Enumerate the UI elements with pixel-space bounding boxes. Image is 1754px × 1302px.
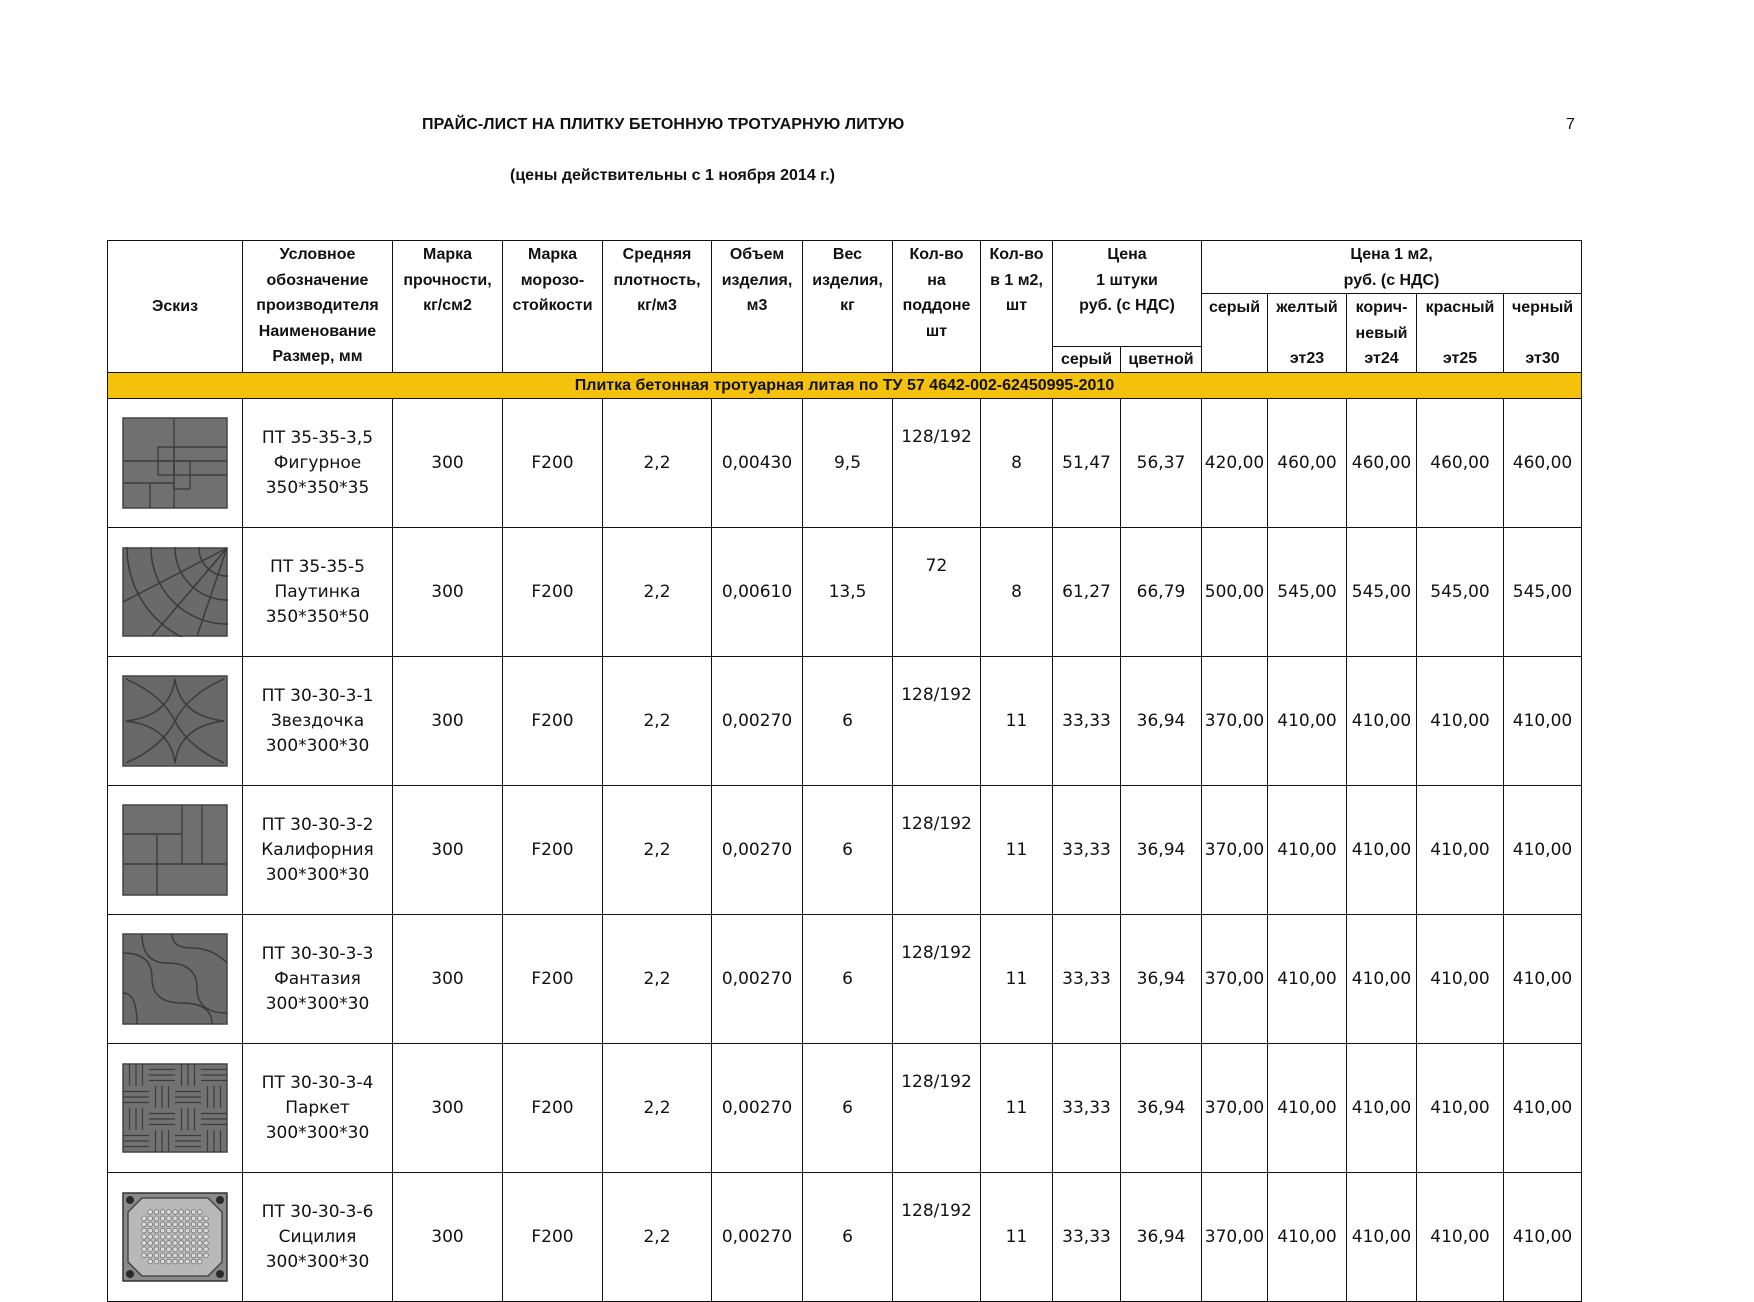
cell-m2-black: 410,00 [1504,1173,1582,1302]
header-m2-yellow: желтый [1268,294,1347,347]
header-designation: Условное обозначение производителя Наименование Размер, мм [243,241,393,373]
cell-per-m2: 11 [981,1044,1053,1173]
cell-per-m2: 11 [981,1173,1053,1302]
table-row [108,399,1582,528]
sketch-cell [108,915,243,1044]
section-title-band: Плитка бетонная тротуарная литая по ТУ 57 4642-002-62450995-2010 [108,373,1582,399]
cell-piece-color: 36,94 [1121,1173,1202,1302]
cell-strength: 300 [393,915,503,1044]
cell-m2-yellow: 545,00 [1268,528,1347,657]
cell-volume: 0,00270 [712,915,803,1044]
cell-m2-gray: 370,00 [1202,1173,1268,1302]
tile-web-icon [122,547,228,637]
cell-pallet: 128/192 [893,399,981,528]
cell-piece-color: 36,94 [1121,915,1202,1044]
cell-m2-black: 460,00 [1504,399,1582,528]
cell-m2-brown: 410,00 [1347,1173,1417,1302]
cell-m2-brown: 410,00 [1347,657,1417,786]
cell-strength: 300 [393,657,503,786]
cell-frost: F200 [503,528,603,657]
cell-m2-black: 410,00 [1504,1044,1582,1173]
header-m2-brown-code: эт24 [1347,346,1417,373]
cell-m2-red: 410,00 [1417,657,1504,786]
cell-m2-yellow: 460,00 [1268,399,1347,528]
cell-strength: 300 [393,786,503,915]
cell-volume: 0,00270 [712,1044,803,1173]
cell-per-m2: 8 [981,528,1053,657]
cell-volume: 0,00270 [712,786,803,915]
header-volume: Объем изделия, м3 [712,241,803,373]
header-price-piece: Цена 1 штуки руб. (с НДС) [1053,241,1202,347]
sketch-cell [108,657,243,786]
cell-weight: 6 [803,786,893,915]
cell-m2-brown: 410,00 [1347,915,1417,1044]
cell-piece-gray: 33,33 [1053,1173,1121,1302]
cell-m2-black: 410,00 [1504,657,1582,786]
cell-per-m2: 11 [981,786,1053,915]
cell-pallet: 128/192 [893,915,981,1044]
price-table [107,240,1582,1302]
page-number: 7 [1566,116,1575,133]
cell-frost: F200 [503,657,603,786]
cell-m2-gray: 500,00 [1202,528,1268,657]
cell-m2-yellow: 410,00 [1268,786,1347,915]
cell-m2-gray: 370,00 [1202,657,1268,786]
header-m2-yellow-code: эт23 [1268,346,1347,373]
cell-m2-yellow: 410,00 [1268,1044,1347,1173]
cell-pallet: 128/192 [893,657,981,786]
cell-m2-red: 410,00 [1417,915,1504,1044]
product-designation: ПТ 30-30-3-2 Калифорния 300*300*30 [243,786,393,915]
cell-m2-gray: 370,00 [1202,915,1268,1044]
table-row [108,528,1582,657]
tile-fantasy-icon [122,933,228,1025]
cell-m2-red: 410,00 [1417,1044,1504,1173]
cell-piece-color: 36,94 [1121,657,1202,786]
cell-frost: F200 [503,786,603,915]
cell-m2-yellow: 410,00 [1268,1173,1347,1302]
cell-volume: 0,00430 [712,399,803,528]
table-row [108,786,1582,915]
cell-frost: F200 [503,1173,603,1302]
cell-m2-red: 410,00 [1417,786,1504,915]
cell-per-m2: 11 [981,915,1053,1044]
tile-figured-icon [122,417,228,509]
sketch-cell [108,399,243,528]
cell-m2-black: 545,00 [1504,528,1582,657]
header-m2-brown: корич- невый [1347,294,1417,347]
cell-density: 2,2 [603,657,712,786]
cell-per-m2: 11 [981,657,1053,786]
tile-star-icon [122,675,228,767]
header-density: Средняя плотность, кг/м3 [603,241,712,373]
cell-piece-color: 36,94 [1121,786,1202,915]
cell-volume: 0,00270 [712,1173,803,1302]
cell-weight: 6 [803,657,893,786]
sketch-cell [108,786,243,915]
cell-piece-color: 36,94 [1121,1044,1202,1173]
cell-m2-yellow: 410,00 [1268,657,1347,786]
table-row [108,915,1582,1044]
tile-sicily-icon [122,1192,228,1282]
cell-piece-gray: 61,27 [1053,528,1121,657]
header-frost: Марка морозо- стойкости [503,241,603,373]
cell-piece-gray: 33,33 [1053,657,1121,786]
cell-density: 2,2 [603,1173,712,1302]
cell-pallet: 72 [893,528,981,657]
header-m2-red-code: эт25 [1417,346,1504,373]
header-pallet: Кол-во на поддоне шт [893,241,981,373]
cell-m2-red: 460,00 [1417,399,1504,528]
cell-density: 2,2 [603,1044,712,1173]
header-strength: Марка прочности, кг/см2 [393,241,503,373]
cell-piece-gray: 33,33 [1053,786,1121,915]
header-m2-black: черный [1504,294,1582,347]
cell-m2-brown: 410,00 [1347,786,1417,915]
table-row [108,1044,1582,1173]
cell-piece-color: 66,79 [1121,528,1202,657]
cell-strength: 300 [393,1044,503,1173]
cell-density: 2,2 [603,915,712,1044]
product-designation: ПТ 30-30-3-6 Сицилия 300*300*30 [243,1173,393,1302]
header-m2-black-code: эт30 [1504,346,1582,373]
header-price-m2: Цена 1 м2, руб. (с НДС) [1202,241,1582,294]
cell-density: 2,2 [603,399,712,528]
price-validity-note: (цены действительны с 1 ноября 2014 г.) [510,167,835,184]
header-per-m2: Кол-во в 1 м2, шт [981,241,1053,373]
header-piece-color: цветной [1121,346,1202,373]
product-designation: ПТ 35-35-3,5 Фигурное 350*350*35 [243,399,393,528]
cell-m2-black: 410,00 [1504,786,1582,915]
cell-m2-black: 410,00 [1504,915,1582,1044]
cell-m2-brown: 545,00 [1347,528,1417,657]
cell-weight: 13,5 [803,528,893,657]
cell-pallet: 128/192 [893,786,981,915]
cell-piece-gray: 33,33 [1053,915,1121,1044]
cell-pallet: 128/192 [893,1173,981,1302]
cell-volume: 0,00270 [712,657,803,786]
cell-strength: 300 [393,528,503,657]
cell-piece-color: 56,37 [1121,399,1202,528]
cell-m2-yellow: 410,00 [1268,915,1347,1044]
cell-weight: 6 [803,1173,893,1302]
header-piece-gray: серый [1053,346,1121,373]
cell-m2-red: 410,00 [1417,1173,1504,1302]
cell-m2-brown: 410,00 [1347,1044,1417,1173]
cell-frost: F200 [503,399,603,528]
product-designation: ПТ 35-35-5 Паутинка 350*350*50 [243,528,393,657]
cell-frost: F200 [503,915,603,1044]
cell-m2-red: 545,00 [1417,528,1504,657]
product-designation: ПТ 30-30-3-1 Звездочка 300*300*30 [243,657,393,786]
cell-weight: 6 [803,915,893,1044]
cell-density: 2,2 [603,528,712,657]
cell-weight: 6 [803,1044,893,1173]
header-m2-gray-code [1202,346,1268,373]
sketch-cell [108,1173,243,1302]
sketch-cell [108,1044,243,1173]
cell-frost: F200 [503,1044,603,1173]
cell-volume: 0,00610 [712,528,803,657]
table-row [108,1173,1582,1302]
cell-density: 2,2 [603,786,712,915]
header-weight: Вес изделия, кг [803,241,893,373]
cell-m2-gray: 420,00 [1202,399,1268,528]
header-m2-red: красный [1417,294,1504,347]
product-designation: ПТ 30-30-3-3 Фантазия 300*300*30 [243,915,393,1044]
cell-per-m2: 8 [981,399,1053,528]
cell-m2-gray: 370,00 [1202,1044,1268,1173]
cell-strength: 300 [393,1173,503,1302]
document-title: ПРАЙС-ЛИСТ НА ПЛИТКУ БЕТОННУЮ ТРОТУАРНУЮ ЛИТУЮ [422,116,905,133]
cell-pallet: 128/192 [893,1044,981,1173]
header-sketch: Эскиз [108,241,243,373]
tile-california-icon [122,804,228,896]
product-designation: ПТ 30-30-3-4 Паркет 300*300*30 [243,1044,393,1173]
sketch-cell [108,528,243,657]
cell-m2-brown: 460,00 [1347,399,1417,528]
cell-m2-gray: 370,00 [1202,786,1268,915]
cell-strength: 300 [393,399,503,528]
cell-weight: 9,5 [803,399,893,528]
table-row [108,657,1582,786]
cell-piece-gray: 51,47 [1053,399,1121,528]
tile-parquet-icon [122,1063,228,1153]
header-m2-gray: серый [1202,294,1268,347]
cell-piece-gray: 33,33 [1053,1044,1121,1173]
